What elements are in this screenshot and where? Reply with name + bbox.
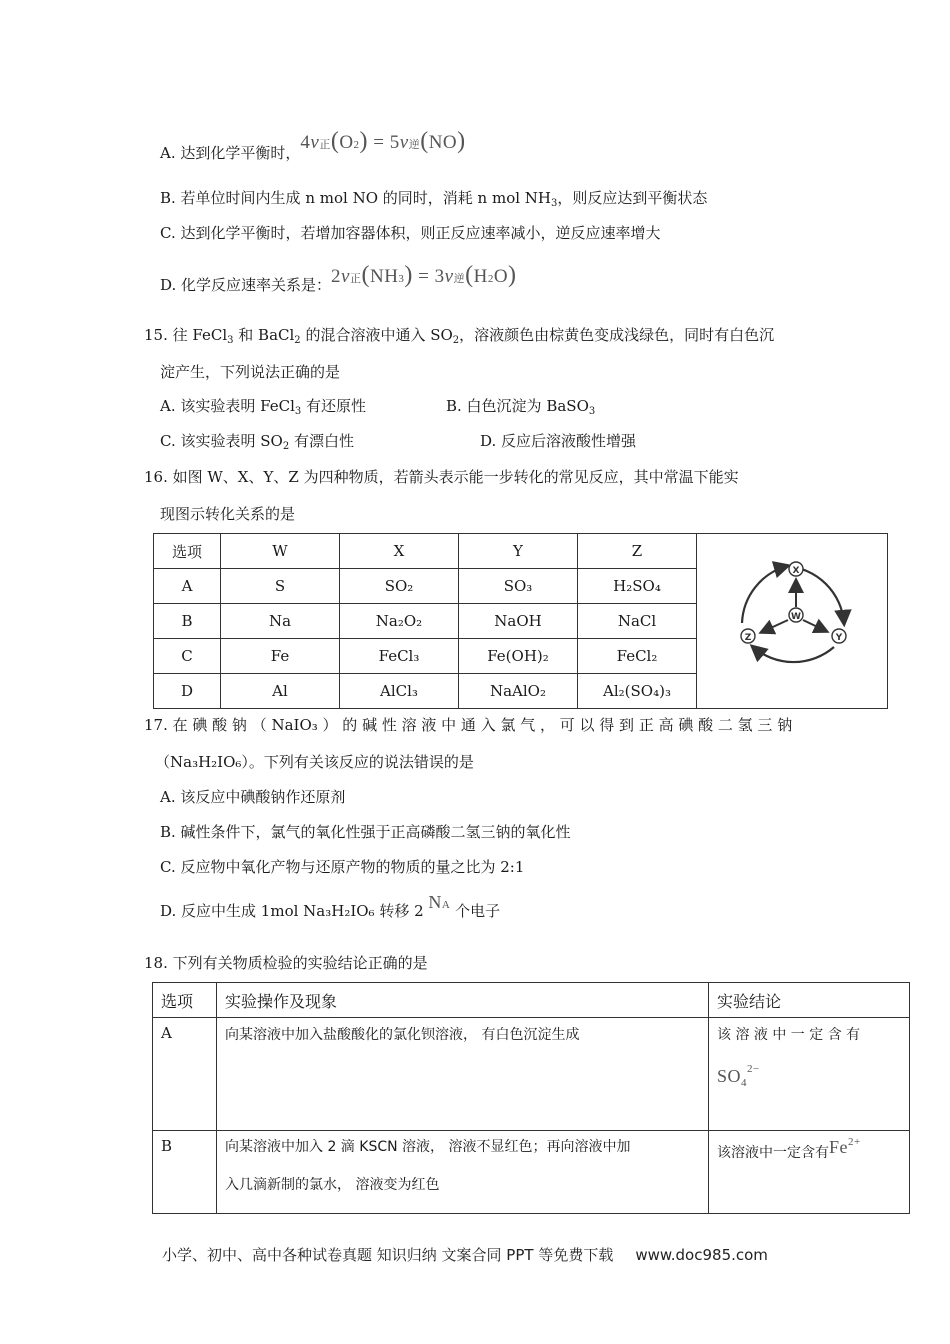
node-w-label: W (791, 612, 801, 622)
q14-a-equation: 4v正(O2) = 5v逆(NO) (300, 128, 466, 154)
table-cell: Na (221, 604, 340, 639)
table-cell: Al (221, 674, 340, 709)
table-cell: SO₂ (340, 569, 459, 604)
q14-option-a: A. 达到化学平衡时，4v正(O2) = 5v逆(NO) (160, 128, 466, 162)
node-y-label: Y (835, 633, 843, 643)
table-cell: Al₂(SO₄)₃ (578, 674, 697, 709)
table-cell: Na₂O₂ (340, 604, 459, 639)
node-x (789, 562, 803, 576)
node-z (741, 629, 755, 643)
table-cell: A (153, 1018, 217, 1131)
q15-option-b: B. 白色沉淀为 BaSO$_3$ (446, 397, 596, 417)
table-header-cell: Z (578, 534, 697, 569)
node-y (832, 629, 846, 643)
table-header-row (154, 534, 888, 569)
table-header-cell: 选项 (154, 534, 221, 569)
table-cell: 该 溶 液 中 一 定 含 有 $SO_4^{2-}$ (709, 1018, 910, 1131)
table-cell: 该溶液中一定含有$Fe^{2+}$ (709, 1131, 910, 1214)
q16-table (153, 533, 888, 709)
page-footer: 小学、初中、高中各种试卷真题 知识归纳 文案合同 PPT 等免费下载 www.doc985.com (162, 1246, 768, 1264)
ferrous-ion: $Fe^{2+}$ (829, 1136, 861, 1157)
node-z-label: Z (744, 633, 752, 643)
q14-d-equation: 2v正(NH3) = 3v逆(H2O) (331, 262, 517, 288)
table-header-cell: X (340, 534, 459, 569)
table-row (153, 1018, 910, 1131)
table-cell: Fe(OH)₂ (459, 639, 578, 674)
table-cell: AlCl₃ (340, 674, 459, 709)
q16-cycle-diagram (697, 535, 887, 707)
table-cell: FeCl₂ (578, 639, 697, 674)
q18-stem: 18. 下列有关物质检验的实验结论正确的是 (144, 954, 428, 972)
q17-option-b: B. 碱性条件下，氯气的氧化性强于正高磷酸二氢三钠的氧化性 (160, 823, 571, 841)
q17-stem-line2: （Na₃H₂IO₆）。下列有关该反应的说法错误的是 (155, 753, 474, 771)
table-cell: D (154, 674, 221, 709)
arrow-w-to-y (803, 620, 826, 631)
table-cell: NaAlO₂ (459, 674, 578, 709)
table-row (153, 1131, 910, 1214)
table-cell: 向某溶液中加入盐酸酸化的氯化钡溶液， 有白色沉淀生成 (217, 1018, 709, 1131)
table-cell: NaOH (459, 604, 578, 639)
table-cell: B (153, 1131, 217, 1214)
node-w (789, 608, 803, 622)
q14-option-d: D. 化学反应速率关系是：2v正(NH3) = 3v逆(H2O) (160, 262, 517, 294)
q17-option-a: A. 该反应中碘酸钠作还原剂 (160, 788, 346, 806)
table-header-cell: Y (459, 534, 578, 569)
table-cell: FeCl₃ (340, 639, 459, 674)
q17-option-c: C. 反应物中氧化产物与还原产物的物质的量之比为 2:1 (160, 858, 525, 876)
avogadro-symbol: NA (428, 892, 451, 912)
arrow-z-to-x (742, 566, 787, 623)
table-cell: A (154, 569, 221, 604)
q14-option-c: C. 达到化学平衡时，若增加容器体积，则正反应速率减小，逆反应速率增大 (160, 224, 661, 242)
table-header-cell: 实验结论 (709, 983, 910, 1018)
q15-option-a: A. 该实验表明 FeCl$_3$ 有还原性 (160, 397, 367, 417)
q15-stem-line2: 淀产生，下列说法正确的是 (160, 363, 341, 381)
q16-diagram-cell (697, 534, 888, 709)
arrow-w-to-z (762, 620, 788, 632)
q17-option-d: D. 反应中生成 1mol Na₃H₂IO₆ 转移 2 NA 个电子 (160, 892, 501, 920)
sulfate-ion: $SO_4^{2-}$ (717, 1063, 760, 1089)
table-cell: SO₃ (459, 569, 578, 604)
q18-table (152, 982, 910, 1214)
table-header-cell: 选项 (153, 983, 217, 1018)
q15-stem-line1: 15. 往 FeCl$_3$ 和 BaCl$_2$ 的混合溶液中通入 $SO_2$，溶液颜色由棕黄色变成浅绿色，同时有白色沉 (144, 326, 775, 346)
table-header-row (153, 983, 910, 1018)
q14-option-b: B. 若单位时间内生成 n mol NO 的同时，消耗 n mol $NH_3$，则反应达到平衡状态 (160, 189, 708, 209)
q16-stem-line1: 16. 如图 W、X、Y、Z 为四种物质，若箭头表示能一步转化的常见反应，其中常温下能实 (144, 468, 739, 486)
q15-option-c: C. 该实验表明 $SO_2$ 有漂白性 (160, 432, 354, 452)
table-cell: H₂SO₄ (578, 569, 697, 604)
table-header-cell: 实验操作及现象 (217, 983, 709, 1018)
node-x-label: X (792, 566, 800, 576)
q15-option-d: D. 反应后溶液酸性增强 (480, 432, 637, 450)
q16-stem-line2: 现图示转化关系的是 (160, 505, 296, 523)
table-cell: S (221, 569, 340, 604)
q17-stem-line1: 17. 在 碘 酸 钠 （ NaIO₃ ） 的 碱 性 溶 液 中 通 入 氯 气 ， 可 以 得 到 正 高 碘 酸 二 氢 三 钠 (144, 716, 793, 734)
footer-url[interactable]: www.doc985.com (635, 1246, 768, 1264)
table-cell: NaCl (578, 604, 697, 639)
table-cell: C (154, 639, 221, 674)
arrow-y-to-z (753, 647, 834, 662)
table-cell: 向某溶液中加入 2 滴 KSCN 溶液， 溶液不显红色；再向溶液中加 入几滴新制的氯水， 溶液变为红色 (217, 1131, 709, 1214)
table-cell: Fe (221, 639, 340, 674)
table-cell: B (154, 604, 221, 639)
table-header-cell: W (221, 534, 340, 569)
